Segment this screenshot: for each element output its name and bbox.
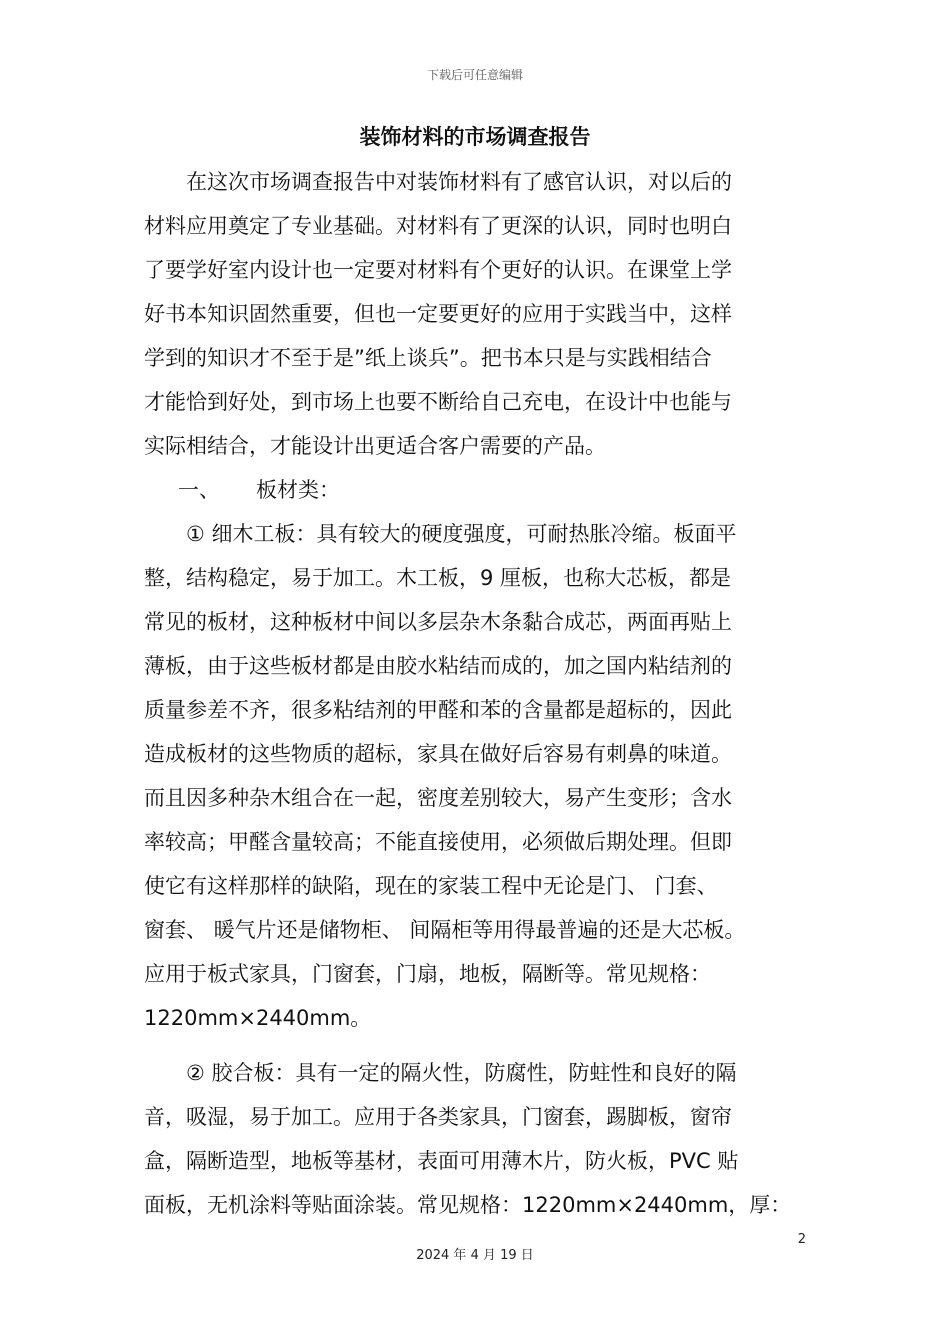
intro-line: 学到的知识才不至于是”纸上谈兵”。把书本只是与实践相结合 [144, 346, 712, 370]
intro-line: 实际相结合，才能设计出更适合客户需要的产品。 [144, 434, 606, 458]
intro-line: 了要学好室内设计也一定要对材料有个更好的认识。在课堂上学 [144, 258, 732, 282]
paragraph-line: 常见的板材，这种板材中间以多层杂木条黏合成芯，两面再贴上 [144, 610, 732, 634]
document-body [144, 160, 806, 1227]
intro-line: 材料应用奠定了专业基础。对材料有了更深的认识，同时也明白 [144, 214, 732, 238]
paragraph-line: 应用于板式家具，门窗套，门扇，地板，隔断等。常见规格： [144, 962, 711, 986]
paragraph-line: ② 胶合板：具有一定的隔火性，防腐性，防蛀性和良好的隔 [144, 1061, 737, 1085]
paragraph-line: 而且因多种杂木组合在一起，密度差别较大，易产生变形；含水 [144, 786, 732, 810]
page-header: 下载后可任意编辑 [426, 68, 523, 82]
section-heading [144, 468, 806, 512]
paragraph-line: 率较高；甲醛含量较高；不能直接使用，必须做后期处理。但即 [144, 830, 732, 854]
paragraph-line: 面板，无机涂料等贴面涂装。常见规格：1220mm×2440mm，厚： [144, 1193, 792, 1217]
paragraph-line: 音，吸湿，易于加工。应用于各类家具，门窗套，踢脚板，窗帘 [144, 1105, 732, 1129]
paragraph-line: 薄板，由于这些板材都是由胶水粘结而成的，加之国内粘结剂的 [144, 654, 732, 678]
paragraph-line: 窗套、 暖气片还是储物柜、 间隔柜等用得最普遍的还是大芯板。 [144, 918, 746, 942]
intro-line: 在这次市场调查报告中对装饰材料有了感官认识，对以后的 [144, 170, 732, 194]
intro-line: 好书本知识固然重要，但也一定要更好的应用于实践当中，这样 [144, 302, 732, 326]
page-footer-date: 2024 年 4 月 19 日 [416, 1248, 534, 1263]
paragraph-line: 使它有这样那样的缺陷，现在的家装工程中无论是门、 门套、 [144, 874, 718, 898]
paragraph-line: ① 细木工板：具有较大的硬度强度，可耐热胀冷缩。板面平 [144, 522, 737, 546]
page-number: 2 [797, 1232, 806, 1247]
intro-line: 才能恰到好处，到市场上也要不断给自己充电，在设计中也能与 [144, 390, 732, 414]
paragraph-gap [144, 1040, 806, 1051]
paragraph-line: 整，结构稳定，易于加工。木工板，9 厘板，也称大芯板，都是 [144, 566, 732, 590]
paragraph-line: 造成板材的这些物质的超标，家具在做好后容易有刺鼻的味道。 [144, 742, 732, 766]
paragraph-line: 质量参差不齐，很多粘结剂的甲醛和苯的含量都是超标的，因此 [144, 698, 732, 722]
paragraph-line: 盒，隔断造型，地板等基材，表面可用薄木片，防火板，PVC 贴 [144, 1149, 739, 1173]
section-title: 板材类： [256, 478, 340, 502]
section-number: 一、 [178, 478, 220, 502]
document-title: 装饰材料的市场调查报告 [359, 125, 591, 149]
paragraph-line: 1220mm×2440mm。 [144, 1006, 372, 1030]
